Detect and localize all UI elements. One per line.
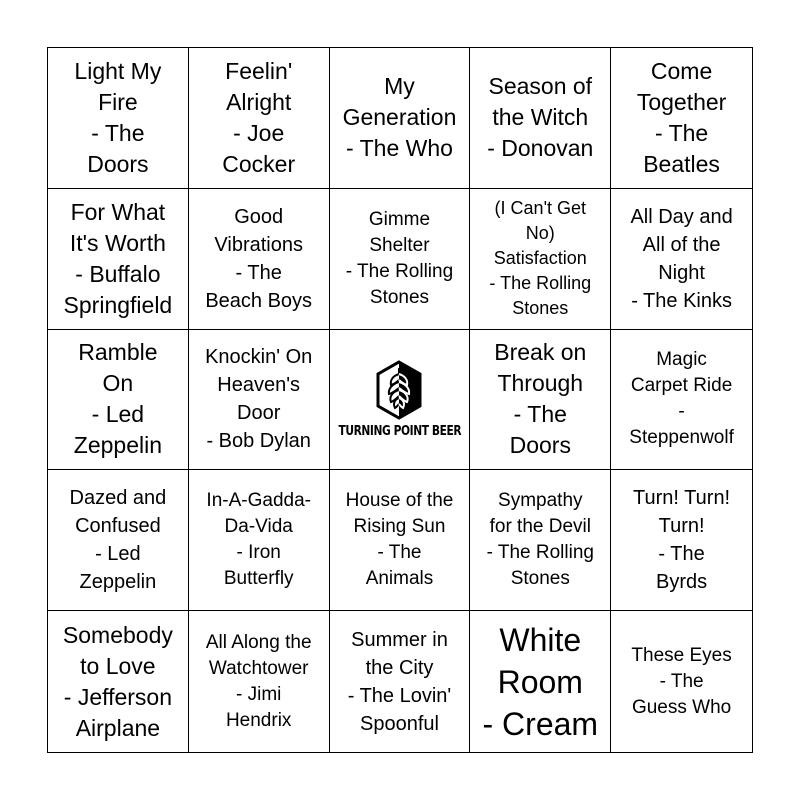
- cell-text: Come Together - The Beatles: [636, 57, 727, 177]
- cell-text: (I Can't Get No) Satisfaction - The Rolling Stones: [489, 198, 592, 319]
- cell-text: Break on Through - The Doors: [494, 339, 587, 459]
- bingo-cell-10[interactable]: [611, 189, 752, 330]
- bingo-cell-6[interactable]: [48, 189, 189, 330]
- bingo-board: [47, 47, 753, 753]
- bingo-cell-1[interactable]: [48, 48, 189, 189]
- bingo-cell-9[interactable]: [470, 189, 611, 330]
- bingo-cell-22[interactable]: [189, 611, 330, 752]
- bingo-cell-21[interactable]: [48, 611, 189, 752]
- cell-text: Gimme Shelter - The Rolling Stones: [345, 208, 454, 308]
- bingo-cell-4[interactable]: [470, 48, 611, 189]
- cell-text: Dazed and Confused - Led Zeppelin: [69, 487, 167, 594]
- bingo-cell-17[interactable]: [189, 470, 330, 611]
- cell-text: Summer in the City - The Lovin' Spoonful: [347, 628, 452, 735]
- cell-text: These Eyes - The Guess Who: [631, 644, 732, 718]
- cell-text: Turn! Turn! Turn! - The Byrds: [633, 487, 731, 594]
- cell-text: Light My Fire - The Doors: [74, 57, 162, 177]
- bingo-cell-7[interactable]: [189, 189, 330, 330]
- cell-text: Good Vibrations - The Beach Boys: [205, 205, 313, 312]
- bingo-cell-24[interactable]: [470, 611, 611, 752]
- bingo-cell-20[interactable]: [611, 470, 752, 611]
- bingo-cell-3[interactable]: [330, 48, 471, 189]
- bingo-cell-12[interactable]: [189, 330, 330, 471]
- bingo-cell-8[interactable]: [330, 189, 471, 330]
- bingo-cell-2[interactable]: [189, 48, 330, 189]
- cell-text: In-A-Gadda- Da-Vida - Iron Butterfly: [206, 490, 311, 590]
- bingo-free-space[interactable]: [330, 330, 471, 471]
- cell-text: Sympathy for the Devil - The Rolling Stones: [486, 490, 594, 590]
- bingo-cell-25[interactable]: [611, 611, 752, 752]
- cell-text: White Room - Cream: [482, 621, 599, 742]
- cell-text: Magic Carpet Ride - Steppenwolf: [629, 349, 734, 449]
- cell-text: Season of the Witch - Donovan: [487, 73, 594, 162]
- bingo-cell-11[interactable]: [48, 330, 189, 471]
- bingo-cell-19[interactable]: [470, 470, 611, 611]
- cell-text: All Day and All of the Night - The Kinks: [630, 205, 733, 312]
- bingo-cell-23[interactable]: [330, 611, 471, 752]
- bingo-cell-14[interactable]: [470, 330, 611, 471]
- brewery-logo: [330, 360, 471, 439]
- hop-cone-hexagon-icon: [375, 360, 423, 420]
- cell-text: House of the Rising Sun - The Animals: [345, 490, 454, 590]
- bingo-cell-18[interactable]: [330, 470, 471, 611]
- bingo-cell-5[interactable]: [611, 48, 752, 189]
- cell-text: My Generation - The Who: [342, 73, 457, 162]
- bingo-cell-16[interactable]: [48, 470, 189, 611]
- cell-text: Ramble On - Led Zeppelin: [73, 339, 163, 459]
- cell-text: For What It's Worth - Buffalo Springfield: [63, 198, 173, 318]
- cell-text: Somebody to Love - Jefferson Airplane: [62, 621, 173, 741]
- cell-text: Knockin' On Heaven's Door - Bob Dylan: [205, 346, 313, 453]
- bingo-cell-15[interactable]: [611, 330, 752, 471]
- logo-text: TURNING POINT BEER: [338, 423, 461, 439]
- cell-text: Feelin' Alright - Joe Cocker: [222, 57, 296, 177]
- cell-text: All Along the Watchtower - Jimi Hendrix: [205, 631, 312, 731]
